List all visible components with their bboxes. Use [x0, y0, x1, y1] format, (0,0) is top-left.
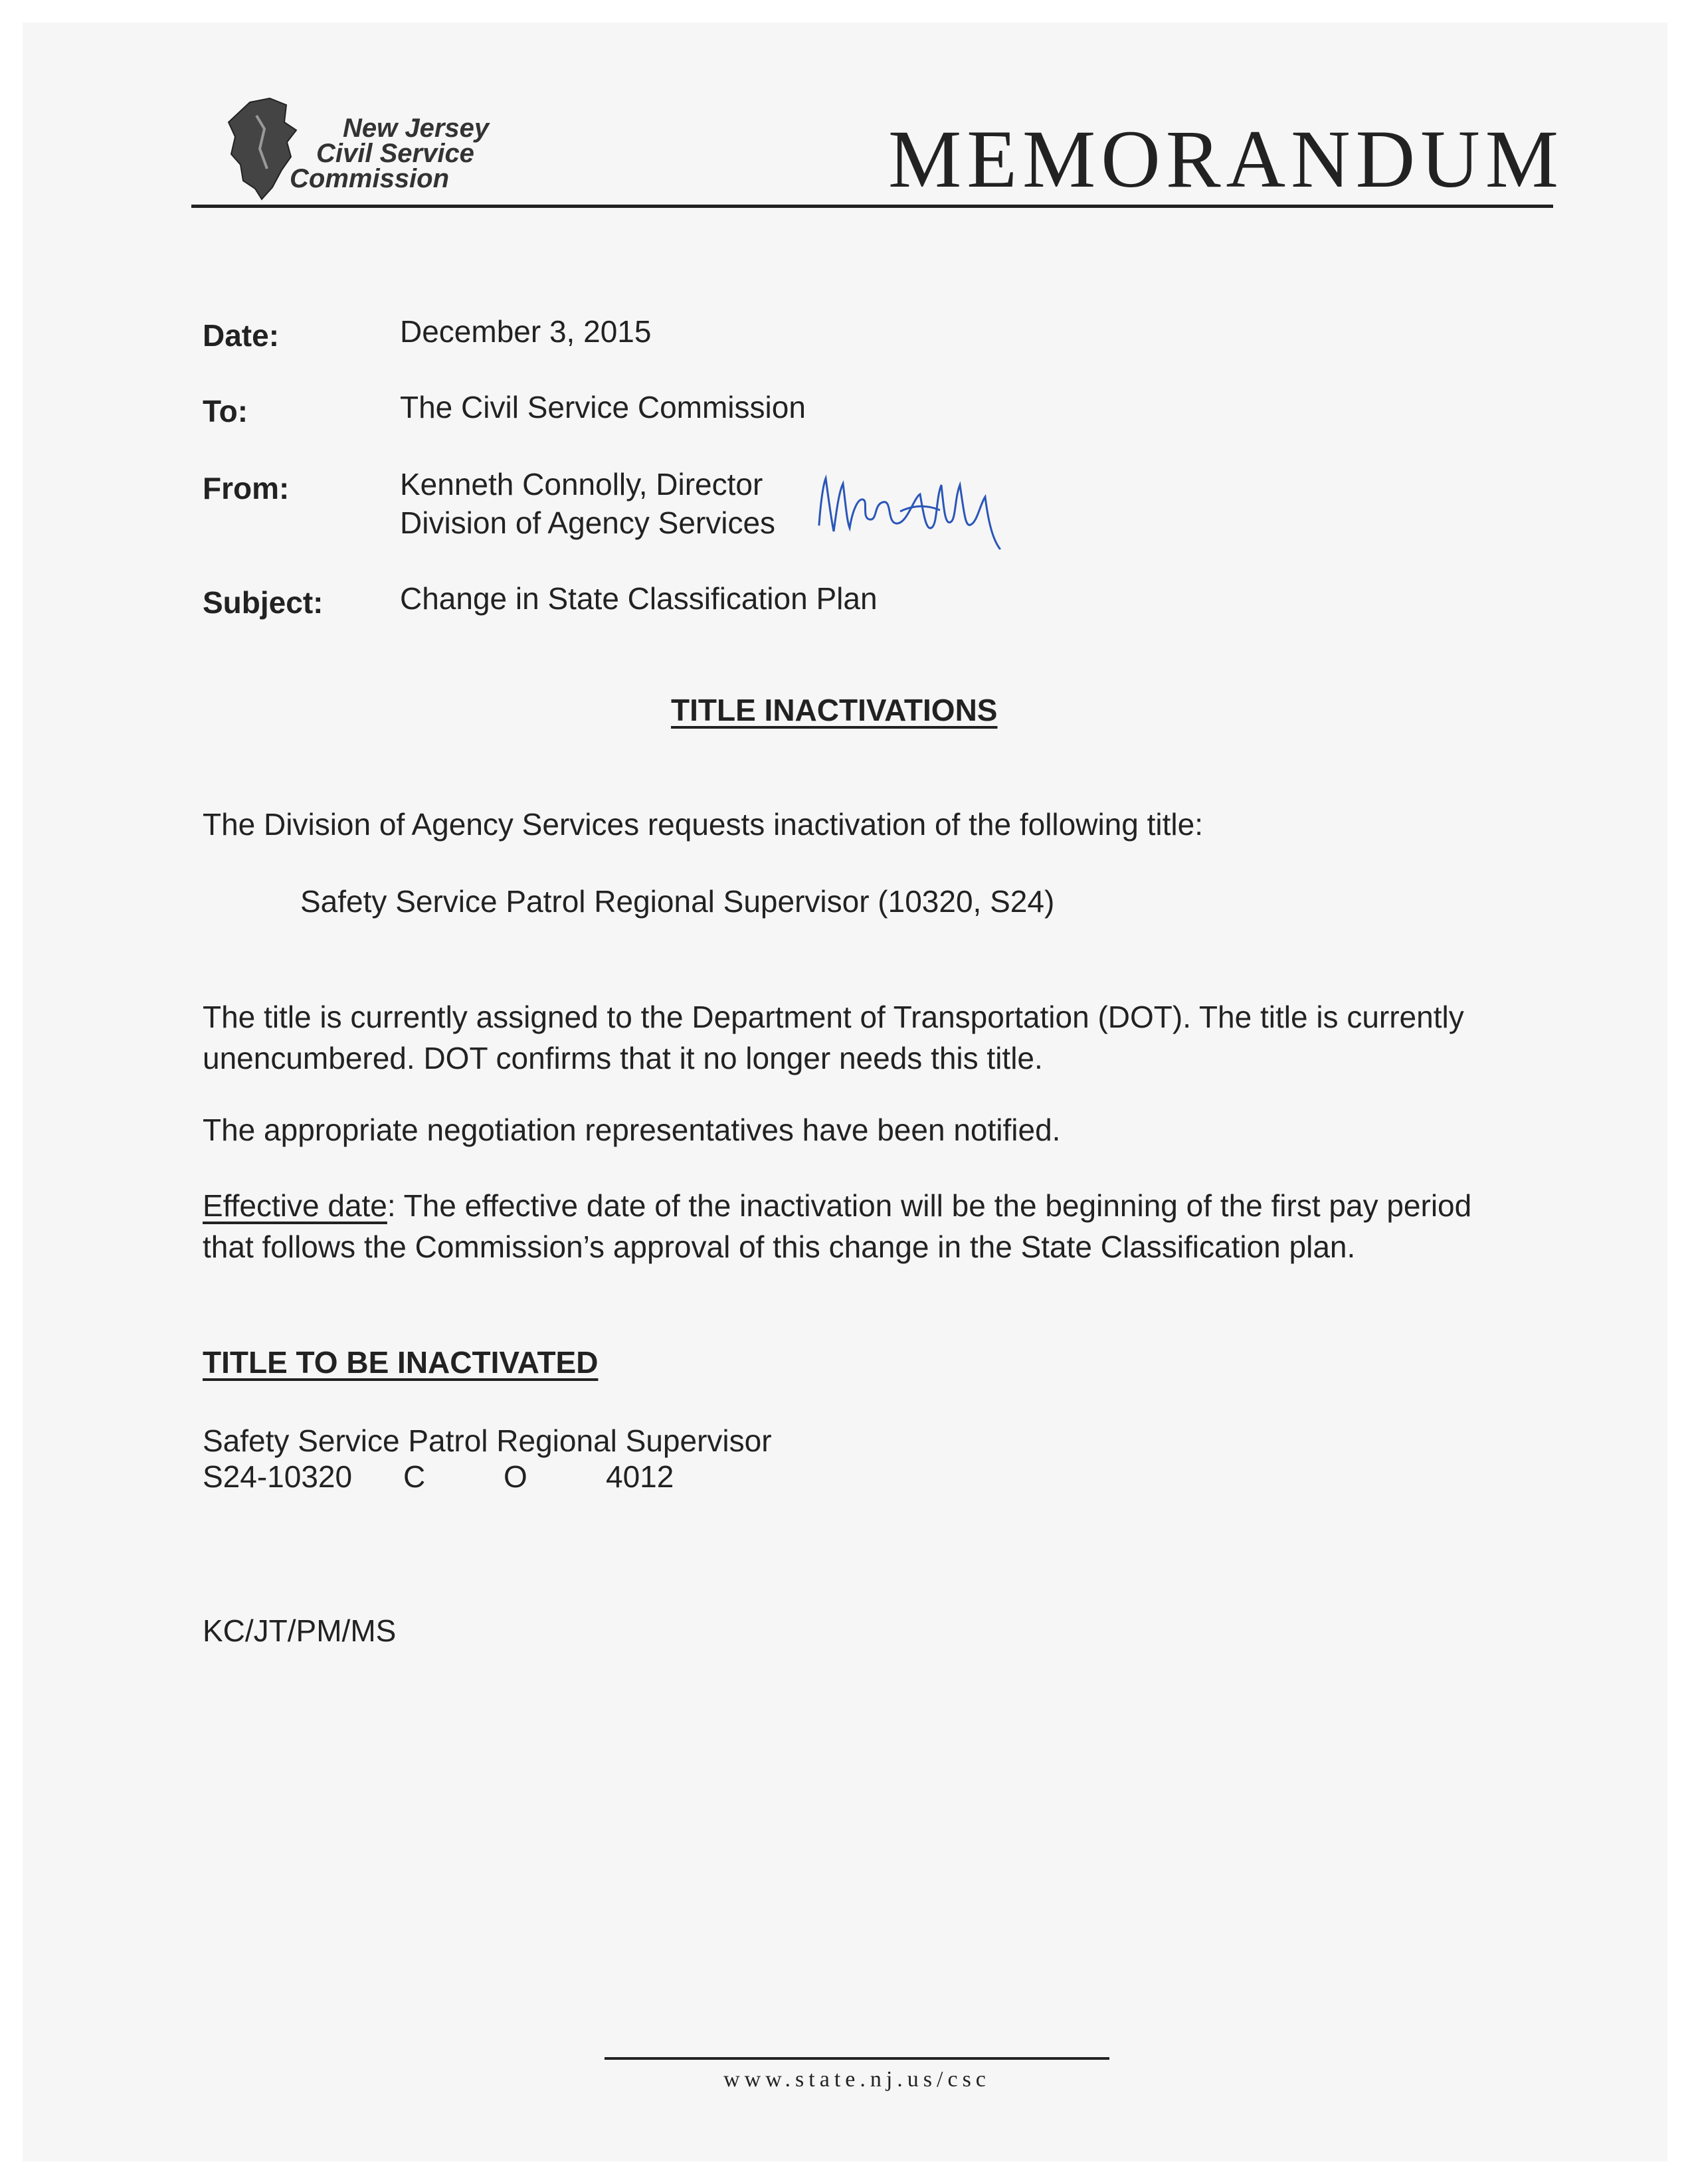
effective-date-paragraph: [203, 1185, 1518, 1267]
title-code-number: 4012: [606, 1459, 674, 1494]
memo-title: MEMORANDUM: [888, 114, 1564, 205]
from-name: Kenneth Connolly, Director: [400, 467, 763, 501]
footer-url: www.state.nj.us/csc: [723, 2067, 990, 2092]
date-label: Date:: [203, 318, 280, 353]
title-to-be-inactivated-heading: TITLE TO BE INACTIVATED: [203, 1345, 599, 1380]
from-division: Division of Agency Services: [400, 505, 776, 540]
logo-line: Civil Service: [316, 139, 474, 168]
csc-logo: [223, 96, 522, 202]
from-label: From:: [203, 471, 290, 505]
inactivated-title: Safety Service Patrol Regional Supervisor: [203, 1423, 772, 1458]
subject-value: Change in State Classification Plan: [400, 581, 878, 616]
logo-text: [290, 116, 489, 191]
title-line: Safety Service Patrol Regional Supervisor (10320, S24): [300, 884, 1055, 919]
title-inactivations-heading: TITLE INACTIVATIONS: [671, 693, 998, 727]
initials: KC/JT/PM/MS: [203, 1613, 397, 1648]
title-code-o: O: [504, 1459, 527, 1494]
title-code: S24-10320: [203, 1459, 353, 1494]
effective-date-label: Effective date: [203, 1188, 387, 1223]
notification-paragraph: The appropriate negotiation representatives have been notified.: [203, 1113, 1061, 1147]
from-value: [400, 465, 775, 542]
footer-rule: [605, 2057, 1109, 2060]
title-code-c: C: [403, 1459, 426, 1494]
to-value: The Civil Service Commission: [400, 390, 806, 424]
subject-label: Subject:: [203, 585, 324, 620]
intro-paragraph: The Division of Agency Services requests inactivation of the following title:: [203, 807, 1203, 842]
date-value: December 3, 2015: [400, 314, 652, 349]
logo-line: Commission: [290, 164, 450, 193]
assignment-paragraph: The title is currently assigned to the Department of Transportation (DOT). The title is currently unencumbered. DOT confirms that it no longer needs this title.: [203, 1000, 1464, 1075]
logo-line: New Jersey: [343, 114, 490, 143]
handwritten-signature: [814, 458, 1026, 558]
effective-date-text: : The effective date of the inactivation will be the beginning of the first pay period that follows the Commission’s approval of this change in the State Classification plan.: [203, 1188, 1472, 1264]
header-rule: [191, 205, 1553, 208]
to-label: To:: [203, 394, 248, 428]
